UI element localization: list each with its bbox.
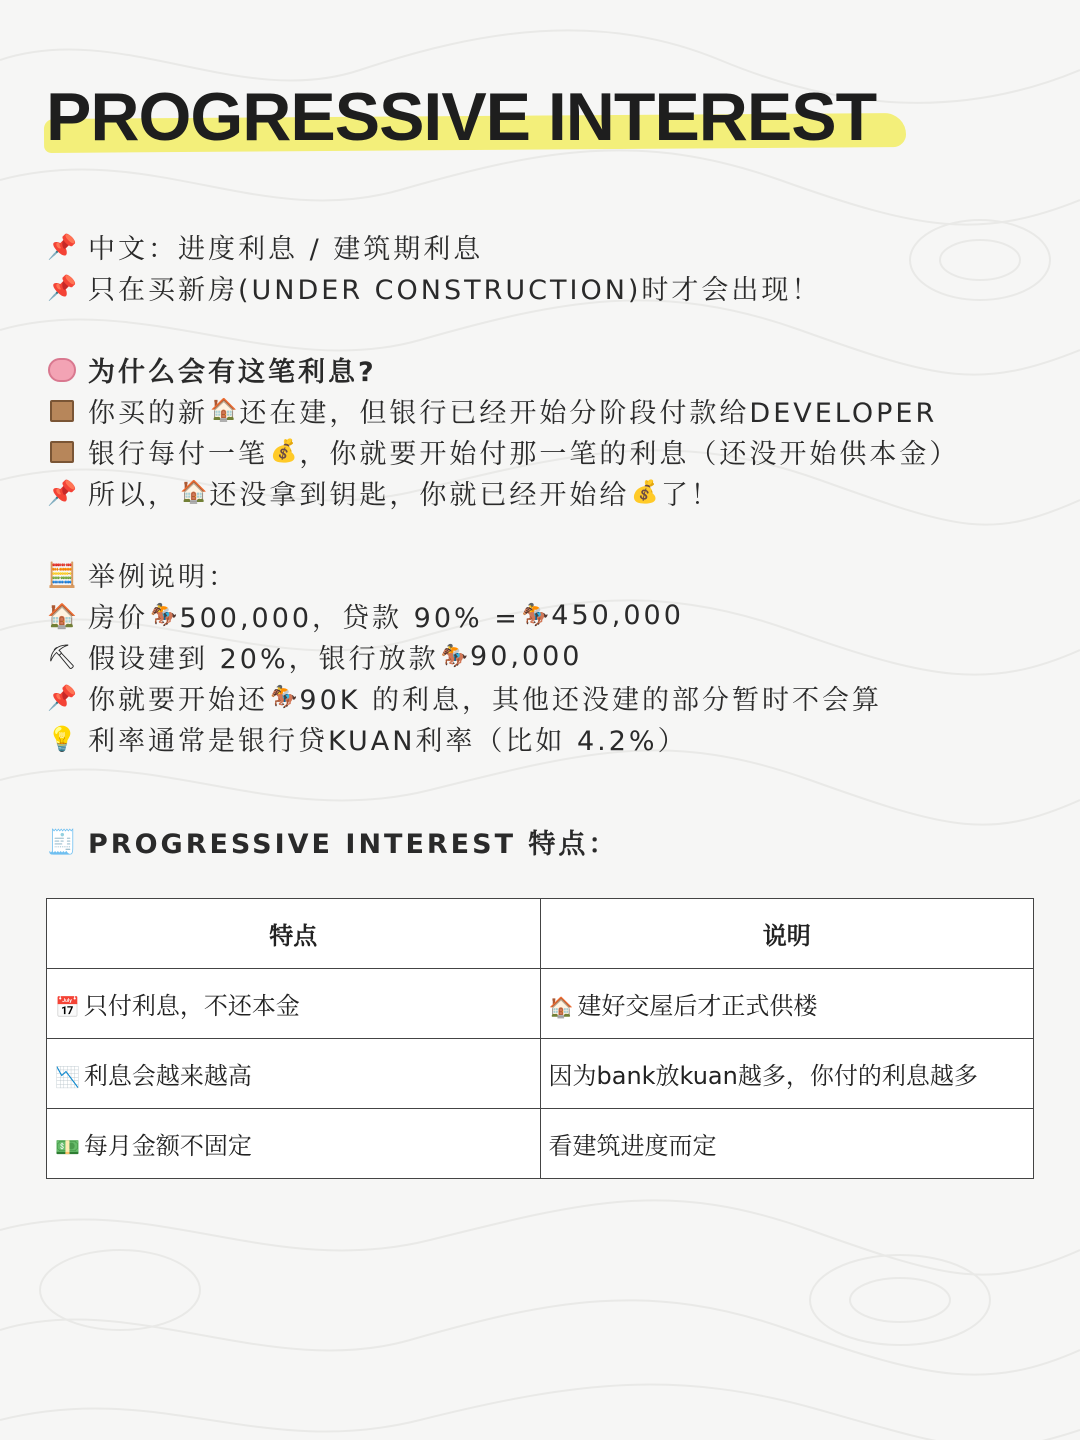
example-text: 假设建到 20%，银行放款	[88, 644, 439, 675]
why-text: 了！	[660, 480, 721, 511]
why-text: 所以，	[88, 480, 178, 511]
calendar-icon: 📅	[55, 995, 80, 1019]
description-cell	[540, 1109, 1034, 1179]
table-header-row	[47, 899, 1034, 969]
intro-line	[46, 226, 1056, 267]
description-cell	[540, 1039, 1034, 1109]
content-lines	[46, 226, 1056, 759]
table-row	[47, 1039, 1034, 1109]
abacus-icon: 🧮	[47, 560, 77, 589]
money-icon: 💵	[55, 1135, 80, 1159]
house-icon: 🏠	[210, 398, 238, 423]
pushpin-icon: 📌	[47, 273, 77, 302]
example-line	[46, 595, 1056, 636]
intro-text: 中文：进度利息 / 建筑期利息	[88, 234, 484, 265]
light-bulb-icon: 💡	[47, 724, 77, 753]
why-heading	[46, 349, 1056, 390]
example-text: 你就要开始还	[88, 685, 268, 716]
example-heading-text: 举例说明：	[88, 562, 238, 593]
example-text: 90,000	[470, 641, 583, 672]
package-icon	[46, 441, 78, 463]
pushpin-icon: 📌	[47, 232, 77, 261]
why-text: ，你就要开始付那一笔的利息（还没开始供本金）	[299, 439, 960, 470]
features-heading	[46, 822, 618, 861]
description-text: 因为bank放kuan越多，你付的利息越多	[548, 1062, 978, 1090]
pushpin-icon: 📌	[47, 478, 77, 507]
example-text: 利率通常是银行贷KUAN利率（比如 4.2%）	[88, 726, 688, 757]
horse-racing-icon: 🏇	[521, 603, 550, 628]
example-line	[46, 636, 1056, 677]
example-text: 450,000	[551, 600, 684, 631]
intro-text: 只在买新房(UNDER CONSTRUCTION)时才会出现！	[88, 275, 822, 306]
title-block	[44, 78, 924, 168]
why-text: 你买的新	[88, 398, 208, 429]
receipt-icon: 🧾	[47, 827, 77, 856]
page-title: PROGRESSIVE INTEREST	[46, 79, 877, 155]
feature-cell	[47, 1039, 541, 1109]
package-icon	[46, 400, 78, 422]
brain-icon	[46, 358, 78, 382]
example-line	[46, 677, 1056, 718]
house-icon: 🏠	[180, 480, 208, 505]
example-text: 500,000，贷款 90% =	[179, 603, 520, 634]
example-text: 房价	[88, 603, 148, 634]
why-text: 还没拿到钥匙，你就已经开始给	[209, 480, 630, 511]
example-heading	[46, 554, 1056, 595]
feature-text: 利息会越来越高	[83, 1062, 252, 1090]
column-header: 说明	[540, 899, 1034, 969]
pushpin-icon: 📌	[47, 683, 77, 712]
description-text: 建好交屋后才正式供楼	[577, 992, 818, 1020]
horse-racing-icon: 🏇	[270, 685, 298, 710]
why-heading-text: 为什么会有这笔利息?	[88, 357, 377, 388]
house-icon: 🏠	[548, 995, 574, 1019]
horse-racing-icon: 🏇	[440, 644, 469, 669]
chart-decreasing-icon: 📉	[55, 1065, 80, 1089]
table-row	[47, 969, 1034, 1039]
feature-cell	[47, 1109, 541, 1179]
feature-text: 每月金额不固定	[83, 1132, 252, 1160]
horse-racing-icon: 🏇	[150, 603, 178, 628]
why-text: 还在建，但银行已经开始分阶段付款给DEVELOPER	[239, 398, 938, 429]
feature-text: 只付利息，不还本金	[83, 992, 300, 1020]
house-icon: 🏠	[47, 601, 77, 630]
why-text: 银行每付一笔	[88, 439, 268, 470]
why-line	[46, 390, 1056, 431]
features-heading-text: PROGRESSIVE INTEREST 特点：	[88, 829, 619, 860]
why-line	[46, 472, 1056, 513]
features-table	[46, 898, 1034, 1179]
column-header: 特点	[47, 899, 541, 969]
why-line	[46, 431, 1056, 472]
pick-icon: ⛏	[46, 642, 78, 671]
feature-cell	[47, 969, 541, 1039]
example-line	[46, 718, 1056, 759]
table-row	[47, 1109, 1034, 1179]
money-bag-icon: 💰	[270, 439, 298, 464]
intro-line	[46, 267, 1056, 308]
description-text: 看建筑进度而定	[548, 1132, 717, 1160]
money-bag-icon: 💰	[631, 480, 659, 505]
description-cell	[540, 969, 1034, 1039]
example-text: 90K 的利息，其他还没建的部分暂时不会算	[299, 685, 883, 716]
